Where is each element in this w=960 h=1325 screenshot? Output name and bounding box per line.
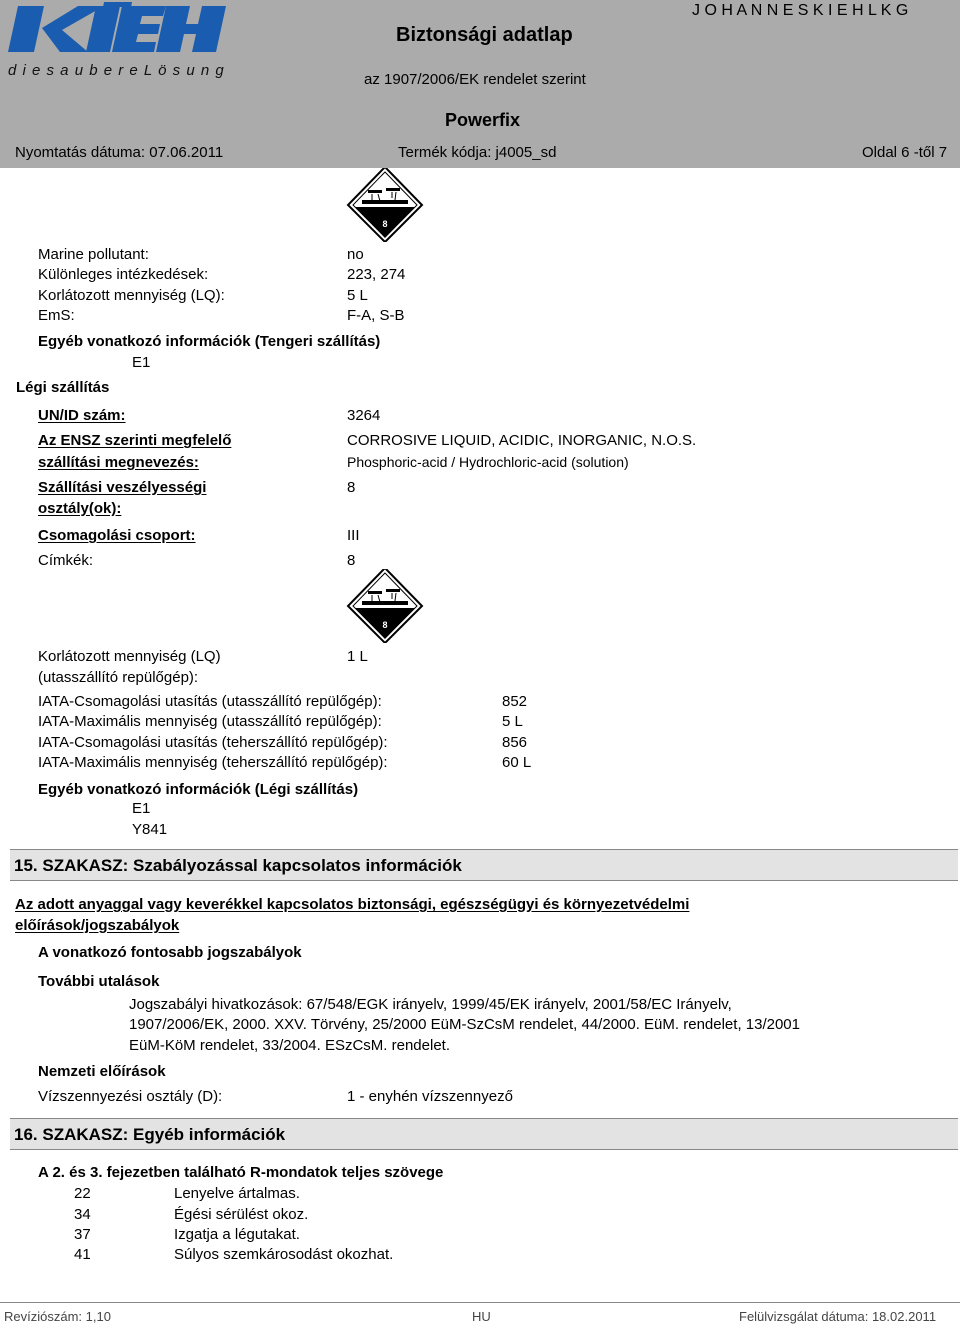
r-phrase-text: Égési sérülést okoz.	[174, 1206, 309, 1223]
r-phrase-code: 22	[74, 1185, 91, 1202]
law-reference-line-2: 1907/2006/EK, 2000. XXV. Törvény, 25/2000 EüM-SzCsM rendelet, 44/2000. EüM. rendelet, 13/2001	[129, 1016, 800, 1033]
section-16-bar	[10, 1118, 958, 1150]
unid-value: 3264	[347, 407, 381, 424]
relevant-laws-heading: A vonatkozó fontosabb jogszabályok	[38, 944, 302, 961]
labels-label: Címkék:	[38, 552, 94, 569]
law-reference-line-3: EüM-KöM rendelet, 33/2004. ESzCsM. rendelet.	[129, 1037, 450, 1054]
kiehl-logo	[4, 2, 230, 64]
special-measures-label: Különleges intézkedések:	[38, 266, 209, 283]
iata-value: 5 L	[502, 713, 523, 730]
iata-label: IATA-Maximális mennyiség (teherszállító repülőgép):	[38, 754, 388, 771]
unid-label: UN/ID szám:	[38, 407, 126, 424]
marine-pollutant-value: no	[347, 246, 364, 263]
sea-lq-label: Korlátozott mennyiség (LQ):	[38, 287, 225, 304]
air-lq-value: 1 L	[347, 648, 368, 665]
section-15-title: 15. SZAKASZ: Szabályozással kapcsolatos információk	[14, 856, 462, 875]
hazard-class-value: 8	[347, 479, 356, 496]
footer-divider	[0, 1302, 960, 1303]
logo-slogan: d i e s a u b e r e L ö s u n g	[8, 62, 225, 79]
iata-label: IATA-Csomagolási utasítás (teherszállító repülőgép):	[38, 734, 388, 751]
shipping-name-value-1: CORROSIVE LIQUID, ACIDIC, INORGANIC, N.O.S.	[347, 432, 697, 449]
air-other-value-1: E1	[132, 800, 151, 817]
doc-title: Biztonsági adatlap	[396, 24, 573, 46]
hazard-class-label-1: Szállítási veszélyességi	[38, 479, 207, 496]
page-number: Oldal 6 -től 7	[862, 144, 948, 161]
shipping-name-label-2: szállítási megnevezés:	[38, 454, 199, 471]
sea-lq-value: 5 L	[347, 287, 368, 304]
diamond-class-number: 8	[382, 620, 388, 630]
iata-value: 856	[502, 734, 528, 751]
regulations-subtitle-1: Az adott anyaggal vagy keverékkel kapcsolatos biztonsági, egészségügyi és környezetvédelmi	[15, 896, 690, 913]
r-phrase-code: 34	[74, 1206, 91, 1223]
labels-value: 8	[347, 552, 356, 569]
regulations-subtitle-2: előírások/jogszabályok	[15, 917, 180, 934]
air-title: Légi szállítás	[16, 379, 110, 396]
special-measures-value: 223, 274	[347, 266, 406, 283]
packing-group-value: III	[347, 527, 360, 544]
review-date: Felülvizsgálat dátuma: 18.02.2011	[739, 1309, 937, 1324]
hazard-class-label-2: osztály(ok):	[38, 500, 122, 517]
iata-label: IATA-Csomagolási utasítás (utasszállító repülőgép):	[38, 693, 382, 710]
air-lq-label-2: (utasszállító repülőgép):	[38, 669, 199, 686]
iata-label: IATA-Maximális mennyiség (utasszállító repülőgép):	[38, 713, 382, 730]
print-date: Nyomtatás dátuma: 07.06.2011	[15, 144, 224, 161]
air-other-title: Egyéb vonatkozó információk (Légi szállítás)	[38, 781, 359, 798]
r-phrase-text: Lenyelve ártalmas.	[174, 1185, 300, 1202]
revision-number: Revíziószám: 1,10	[4, 1309, 111, 1324]
national-regulations-heading: Nemzeti előírások	[38, 1063, 166, 1080]
sea-other-title: Egyéb vonatkozó információk (Tengeri szállítás)	[38, 333, 381, 350]
language-code: HU	[472, 1309, 491, 1324]
r-phrase-text: Izgatja a légutakat.	[174, 1226, 300, 1243]
law-reference-line-1: Jogszabályi hivatkozások: 67/548/EGK irányelv, 1999/45/EK irányelv, 2001/58/EC Irányelv,	[129, 996, 732, 1013]
shipping-name-value-2: Phosphoric-acid / Hydrochloric-acid (solution)	[347, 454, 629, 470]
section-15-bar	[10, 849, 958, 881]
product-code: Termék kódja: j4005_sd	[398, 144, 557, 161]
iata-value: 60 L	[502, 754, 532, 771]
product-name: Powerfix	[445, 110, 521, 130]
r-phrase-text: Súlyos szemkárosodást okozhat.	[174, 1246, 394, 1263]
company-name: J O H A N N E S K I E H L K G	[692, 2, 909, 19]
r-phrase-code: 41	[74, 1246, 91, 1263]
r-phrase-code: 37	[74, 1226, 91, 1243]
corrosive-hazard-icon	[346, 168, 424, 242]
shipping-name-label-1: Az ENSZ szerinti megfelelő	[38, 432, 232, 449]
section-16-title: 16. SZAKASZ: Egyéb információk	[14, 1125, 286, 1144]
water-class-value: 1 - enyhén vízszennyező	[347, 1088, 513, 1105]
water-class-label: Vízszennyezési osztály (D):	[38, 1088, 223, 1105]
air-other-value-2: Y841	[132, 821, 168, 838]
r-phrases-heading: A 2. és 3. fejezetben található R-mondatok teljes szövege	[38, 1164, 444, 1181]
ems-label: EmS:	[38, 307, 75, 324]
air-lq-label-1: Korlátozott mennyiség (LQ)	[38, 648, 221, 665]
ems-value: F-A, S-B	[347, 307, 405, 324]
corrosive-label-icon	[346, 569, 424, 643]
marine-pollutant-label: Marine pollutant:	[38, 246, 149, 263]
packing-group-label: Csomagolási csoport:	[38, 527, 196, 544]
iata-value: 852	[502, 693, 528, 710]
regulation: az 1907/2006/EK rendelet szerint	[364, 71, 586, 88]
further-notes-heading: További utalások	[38, 973, 160, 990]
svg-text:8: 8	[382, 219, 388, 229]
sea-other-value: E1	[132, 354, 151, 371]
